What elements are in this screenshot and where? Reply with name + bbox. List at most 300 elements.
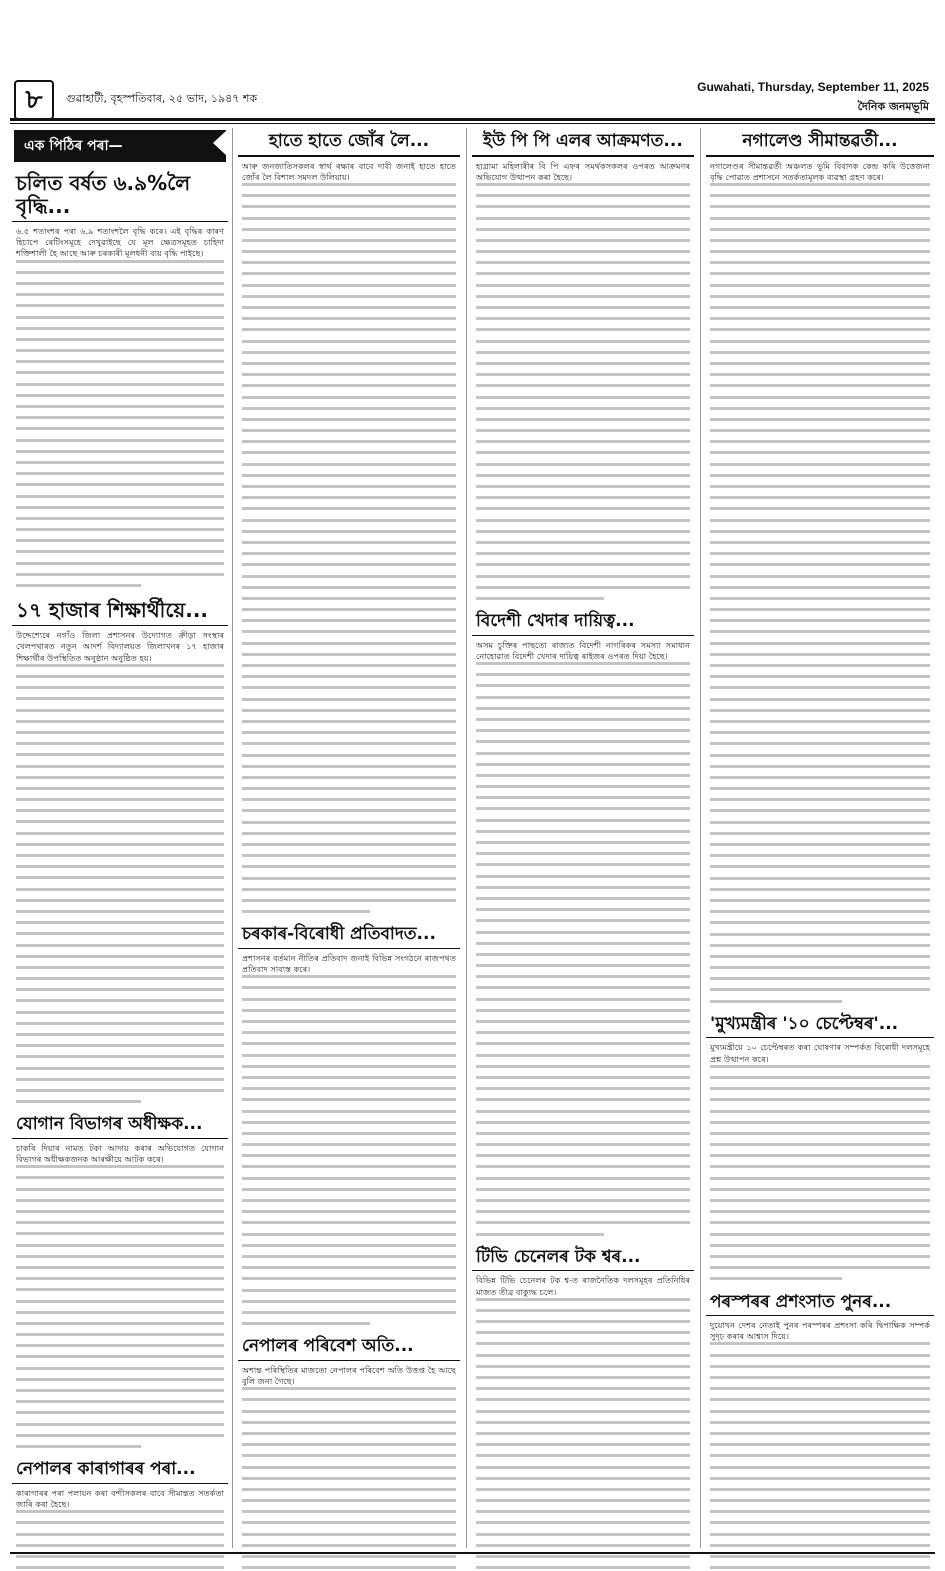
text-line xyxy=(710,407,930,410)
text-line xyxy=(16,405,224,408)
text-line xyxy=(242,1165,456,1168)
text-line xyxy=(476,228,690,231)
text-line xyxy=(710,217,930,220)
text-line xyxy=(242,653,456,656)
column-divider xyxy=(232,128,233,1548)
text-line xyxy=(476,1365,690,1368)
text-line xyxy=(476,1121,690,1124)
text-line xyxy=(476,1177,690,1180)
text-line xyxy=(476,451,690,454)
text-line xyxy=(16,1566,224,1569)
text-line xyxy=(710,821,930,824)
text-line xyxy=(476,863,690,866)
text-line xyxy=(16,439,224,442)
text-line xyxy=(16,506,224,509)
text-line xyxy=(16,1521,224,1524)
text-line xyxy=(476,1233,604,1236)
text-line xyxy=(476,1221,690,1224)
page-bottom-rule xyxy=(10,1552,935,1554)
article-lead: কাৰাগাৰৰ পৰা পলায়ন কৰা বন্দীসকলৰ বাবে সীমান্তত সতৰ্কতা জাৰি কৰা হৈছে। xyxy=(16,1487,224,1509)
text-line xyxy=(710,1121,930,1124)
text-line xyxy=(710,1154,930,1157)
article xyxy=(12,1111,228,1448)
text-line xyxy=(242,362,456,365)
text-line xyxy=(476,407,690,410)
text-line xyxy=(710,933,930,936)
text-line xyxy=(476,1154,690,1157)
text-line xyxy=(476,384,690,387)
article xyxy=(706,128,934,1003)
text-line xyxy=(242,373,456,376)
text-line xyxy=(242,507,456,510)
article-headline[interactable]: টিভি চেনেলৰ টক শ্বৰ... xyxy=(472,1244,694,1272)
text-line xyxy=(16,776,224,779)
text-line xyxy=(476,1566,690,1569)
text-line xyxy=(16,1078,224,1081)
text-line xyxy=(476,1188,690,1191)
text-line xyxy=(476,586,690,589)
text-line xyxy=(16,528,224,531)
text-line xyxy=(476,1143,690,1146)
text-line xyxy=(242,1544,456,1547)
text-line xyxy=(242,1443,456,1446)
text-line xyxy=(476,752,690,755)
text-line xyxy=(710,362,930,365)
text-line xyxy=(476,1199,690,1202)
text-line xyxy=(710,541,930,544)
text-line xyxy=(242,351,456,354)
text-line xyxy=(476,474,690,477)
article xyxy=(238,1333,460,1571)
article-body xyxy=(238,183,460,913)
text-line xyxy=(710,698,930,701)
text-line xyxy=(16,1555,224,1558)
text-line xyxy=(16,338,224,341)
article-body xyxy=(706,1065,934,1281)
text-line xyxy=(16,450,224,453)
text-line xyxy=(242,1533,456,1536)
text-line xyxy=(16,854,224,857)
text-line xyxy=(242,608,456,611)
article xyxy=(706,1011,934,1281)
text-line xyxy=(476,1387,690,1390)
text-line xyxy=(242,1210,456,1213)
text-line xyxy=(476,530,690,533)
article-headline[interactable]: চৰকাৰ-বিৰোধী প্ৰতিবাদত... xyxy=(238,921,460,949)
text-line xyxy=(710,731,930,734)
text-line xyxy=(16,282,224,285)
text-line xyxy=(242,642,456,645)
article-headline[interactable]: যোগান বিভাগৰ অধীক্ষক... xyxy=(12,1111,228,1139)
text-line xyxy=(242,1277,456,1280)
text-line xyxy=(476,1320,690,1323)
text-line xyxy=(242,888,456,891)
page-number: ৮ xyxy=(14,80,54,120)
text-line xyxy=(710,194,930,197)
text-line xyxy=(242,340,456,343)
text-line xyxy=(476,1298,690,1301)
text-line xyxy=(710,1233,930,1236)
text-line xyxy=(476,886,690,889)
text-line xyxy=(476,284,690,287)
column-divider xyxy=(700,128,701,1548)
text-line xyxy=(242,407,456,410)
text-line xyxy=(476,1009,690,1012)
article-body xyxy=(472,1298,694,1571)
text-line xyxy=(242,317,456,320)
text-line xyxy=(710,328,930,331)
text-line xyxy=(710,418,930,421)
text-line xyxy=(710,1488,930,1491)
text-line xyxy=(242,975,456,978)
text-line xyxy=(242,451,456,454)
text-line xyxy=(710,1188,930,1191)
text-line xyxy=(476,541,690,544)
article xyxy=(238,921,460,1325)
text-line xyxy=(476,1031,690,1034)
text-line xyxy=(242,1521,456,1524)
text-line xyxy=(242,798,456,801)
text-line xyxy=(476,1499,690,1502)
text-line xyxy=(710,832,930,835)
article-headline[interactable]: ইউ পি পি এলৰ আক্ৰমণত... xyxy=(472,128,694,157)
text-line xyxy=(242,1154,456,1157)
text-line xyxy=(476,908,690,911)
text-line xyxy=(476,1555,690,1558)
text-line xyxy=(16,550,224,553)
column-divider xyxy=(466,128,467,1548)
text-line xyxy=(242,496,456,499)
article-headline[interactable]: হাতে হাতে জোঁৰ লৈ... xyxy=(238,128,460,157)
text-line xyxy=(476,1432,690,1435)
text-line xyxy=(242,1477,456,1480)
text-line xyxy=(710,1354,930,1357)
text-line xyxy=(16,731,224,734)
text-line xyxy=(476,774,690,777)
text-line xyxy=(476,684,690,687)
text-line xyxy=(242,586,456,589)
text-line xyxy=(710,619,930,622)
article-headline[interactable]: নগালেণ্ড সীমান্তৱৰ্তী... xyxy=(706,128,934,157)
text-line xyxy=(242,1076,456,1079)
text-line xyxy=(16,977,224,980)
text-line xyxy=(710,317,930,320)
text-line xyxy=(476,1165,690,1168)
text-line xyxy=(710,306,930,309)
text-line xyxy=(476,740,690,743)
text-line xyxy=(710,921,930,924)
text-line xyxy=(710,1110,930,1113)
text-line xyxy=(16,304,224,307)
article-lead: ৬.৫ শতাংশৰ পৰা ৬.৯ শতাংশলৈ বৃদ্ধি কৰে। এই বৃদ্ধিৰ কাৰণ হিচাপে ৰেটিংসমূহে দেখুৱাইছে যে মূল ক্ষেত্ৰসমূহত চাহিদা শক্তিশালী হৈ আছে আৰু চৰকাৰী মূলধনী ব্যয় বৃদ্ধি পাইছে। xyxy=(16,226,224,259)
text-line xyxy=(710,888,930,891)
text-line xyxy=(16,988,224,991)
text-line xyxy=(710,854,930,857)
text-line xyxy=(242,261,456,264)
text-line xyxy=(16,1411,224,1414)
text-line xyxy=(242,228,456,231)
article-headline[interactable]: বিদেশী খেদাৰ দায়িত্ব... xyxy=(472,608,694,636)
text-line xyxy=(16,1055,224,1058)
text-line xyxy=(476,597,604,600)
text-line xyxy=(476,1477,690,1480)
text-line xyxy=(16,697,224,700)
text-line xyxy=(242,1300,456,1303)
page-header xyxy=(10,76,935,132)
text-line xyxy=(710,239,930,242)
text-line xyxy=(16,1445,141,1448)
text-line xyxy=(242,1466,456,1469)
text-line xyxy=(710,1087,930,1090)
text-line xyxy=(242,1054,456,1057)
article-lead: উদ্দেশ্যেৰে নগাঁও জিলা প্ৰশাসনৰ উদ্যোগত ক্ৰীড়া সংস্থাৰ খেলপথাৰত নতুন আদৰ্শ বিদ্যালয়ত জিলাখনৰ ১৭ হাজাৰ শিক্ষাৰ্থীৰ উপস্থিতিত অনুষ্ঠান অনুষ্ঠিত হয়। xyxy=(16,630,224,663)
text-line xyxy=(242,1566,456,1569)
text-line xyxy=(710,1210,930,1213)
text-line xyxy=(710,1466,930,1469)
text-line xyxy=(710,977,930,980)
text-line xyxy=(710,1566,930,1569)
text-line xyxy=(16,675,224,678)
text-line xyxy=(16,573,224,576)
text-line xyxy=(242,776,456,779)
text-line xyxy=(16,461,224,464)
text-line xyxy=(710,396,930,399)
article-lead: মুখ্যমন্ত্ৰীয়ে ১০ চেপ্টেম্বৰত কৰা ঘোষণাৰ সম্পৰ্কত বিৰোধী দলসমূহে প্ৰশ্ন উত্থাপন কৰে। xyxy=(710,1042,930,1064)
text-line xyxy=(242,1177,456,1180)
text-line xyxy=(476,1076,690,1079)
text-line xyxy=(16,271,224,274)
text-line xyxy=(710,1443,930,1446)
text-line xyxy=(16,1400,224,1403)
text-line xyxy=(476,272,690,275)
text-line xyxy=(476,463,690,466)
text-line xyxy=(710,1421,930,1424)
text-line xyxy=(710,340,930,343)
text-line xyxy=(242,194,456,197)
text-line xyxy=(476,1342,690,1345)
text-line xyxy=(476,563,690,566)
column-2 xyxy=(238,128,460,1571)
text-line xyxy=(242,1432,456,1435)
article-body xyxy=(12,1165,228,1448)
text-line xyxy=(16,1176,224,1179)
text-line xyxy=(16,1100,141,1103)
text-line xyxy=(16,1300,224,1303)
text-line xyxy=(476,718,690,721)
text-line xyxy=(242,1387,456,1390)
text-line xyxy=(476,819,690,822)
text-line xyxy=(242,1009,456,1012)
text-line xyxy=(476,340,690,343)
text-line xyxy=(710,384,930,387)
text-line xyxy=(242,1042,456,1045)
text-line xyxy=(476,1331,690,1334)
article-lead: হাগ্ৰামা মহিলাৰীৰ বি পি এফৰ সমৰ্থকসকলৰ ওপৰত আক্ৰমণৰ অভিযোগ উত্থাপন কৰা হৈছে। xyxy=(476,160,690,182)
text-line xyxy=(710,1199,930,1202)
text-line xyxy=(476,1020,690,1023)
text-line xyxy=(476,1521,690,1524)
text-line xyxy=(710,686,930,689)
text-line xyxy=(476,1354,690,1357)
text-line xyxy=(16,1367,224,1370)
text-line xyxy=(16,316,224,319)
dateline-assamese: গুৱাহাটী, বৃহস্পতিবাৰ, ২৫ ভাদ, ১৯৪৭ শক xyxy=(66,92,258,105)
text-line xyxy=(242,1098,456,1101)
text-line xyxy=(710,776,930,779)
text-line xyxy=(710,530,930,533)
text-line xyxy=(476,807,690,810)
text-line xyxy=(242,1244,456,1247)
text-line xyxy=(242,809,456,812)
text-line xyxy=(476,729,690,732)
article-headline[interactable]: নেপালৰ কাৰাগাৰৰ পৰা... xyxy=(12,1456,228,1484)
text-line xyxy=(16,798,224,801)
text-line xyxy=(16,1067,224,1070)
text-line xyxy=(476,1065,690,1068)
text-line xyxy=(16,888,224,891)
text-line xyxy=(476,852,690,855)
text-line xyxy=(710,463,930,466)
text-line xyxy=(710,754,930,757)
text-line xyxy=(710,1221,930,1224)
text-line xyxy=(476,1054,690,1057)
article-headline[interactable]: ১৭ হাজাৰ শিক্ষাৰ্থীয়ে... xyxy=(12,595,228,626)
text-line xyxy=(476,429,690,432)
text-line xyxy=(476,1376,690,1379)
text-line xyxy=(16,753,224,756)
article xyxy=(472,1244,694,1571)
text-line xyxy=(710,496,930,499)
header-rule xyxy=(10,118,935,121)
text-line xyxy=(242,787,456,790)
text-line xyxy=(16,921,224,924)
text-line xyxy=(476,1466,690,1469)
article-lead: প্ৰশাসনৰ বৰ্তমান নীতিৰ প্ৰতিবাদ জনাই বিভিন্ন সংগঠনে ৰাজপথত প্ৰতিবাদ সাব্যস্ত কৰে। xyxy=(242,952,456,975)
article xyxy=(12,168,228,587)
text-line xyxy=(476,396,690,399)
text-line xyxy=(710,597,930,600)
text-line xyxy=(16,483,224,486)
text-line xyxy=(710,1342,930,1345)
text-line xyxy=(476,373,690,376)
text-line xyxy=(242,675,456,678)
text-line xyxy=(710,1555,930,1558)
text-line xyxy=(242,1255,456,1258)
text-line xyxy=(16,360,224,363)
text-line xyxy=(476,552,690,555)
text-line xyxy=(710,675,930,678)
article-headline[interactable]: চলিত বৰ্ষত ৬.৯%লৈ বৃদ্ধি... xyxy=(12,168,228,222)
text-line xyxy=(710,709,930,712)
text-line xyxy=(476,328,690,331)
text-line xyxy=(242,1221,456,1224)
text-line xyxy=(476,1488,690,1491)
article xyxy=(12,595,228,1103)
text-line xyxy=(242,575,456,578)
text-line xyxy=(242,686,456,689)
text-line xyxy=(242,1488,456,1491)
text-line xyxy=(16,472,224,475)
text-line xyxy=(242,832,456,835)
text-line xyxy=(242,295,456,298)
text-line xyxy=(476,205,690,208)
text-line xyxy=(710,519,930,522)
article-body xyxy=(12,1510,228,1571)
text-line xyxy=(476,295,690,298)
text-line xyxy=(710,474,930,477)
text-line xyxy=(710,988,930,991)
text-line xyxy=(242,910,370,913)
text-line xyxy=(16,327,224,330)
text-line xyxy=(242,1087,456,1090)
text-line xyxy=(710,1477,930,1480)
text-line xyxy=(16,349,224,352)
text-line xyxy=(242,485,456,488)
text-line xyxy=(16,809,224,812)
text-line xyxy=(242,418,456,421)
text-line xyxy=(710,1065,930,1068)
text-line xyxy=(476,1098,690,1101)
text-line xyxy=(710,228,930,231)
text-line xyxy=(242,1121,456,1124)
text-line xyxy=(710,1365,930,1368)
text-line xyxy=(242,1510,456,1513)
text-line xyxy=(16,1533,224,1536)
text-line xyxy=(242,1410,456,1413)
text-line xyxy=(476,796,690,799)
text-line xyxy=(476,1110,690,1113)
text-line xyxy=(242,821,456,824)
article-body xyxy=(238,1387,460,1571)
text-line xyxy=(710,809,930,812)
text-line xyxy=(16,1044,224,1047)
text-line xyxy=(16,899,224,902)
text-line xyxy=(242,1311,456,1314)
text-line xyxy=(16,1033,224,1036)
article-headline[interactable]: পৰস্পৰৰ প্ৰশংসাত পুনৰ... xyxy=(706,1289,934,1317)
text-line xyxy=(710,261,930,264)
text-line xyxy=(710,966,930,969)
text-line xyxy=(710,373,930,376)
text-line xyxy=(710,1244,930,1247)
text-line xyxy=(710,552,930,555)
text-line xyxy=(16,1165,224,1168)
text-line xyxy=(242,396,456,399)
text-line xyxy=(16,1311,224,1314)
text-line xyxy=(242,899,456,902)
text-line xyxy=(476,897,690,900)
text-line xyxy=(476,673,690,676)
text-line xyxy=(710,272,930,275)
text-line xyxy=(16,260,224,263)
text-line xyxy=(476,1421,690,1424)
text-line xyxy=(16,832,224,835)
article-headline[interactable]: নেপালৰ পৰিবেশ অতি... xyxy=(238,1333,460,1361)
text-line xyxy=(16,876,224,879)
article-headline[interactable]: 'মুখ্যমন্ত্ৰীৰ '১০ চেপ্টেম্বৰ'... xyxy=(706,1011,934,1039)
text-line xyxy=(16,709,224,712)
text-line xyxy=(242,530,456,533)
article xyxy=(472,608,694,1236)
text-line xyxy=(242,765,456,768)
text-line xyxy=(16,1011,224,1014)
text-line xyxy=(16,1510,224,1513)
article-lead: দুয়োখন দেশৰ নেতাই পুনৰ পৰস্পৰৰ প্ৰশংসা কৰি দ্বিপাক্ষিক সম্পৰ্ক সুদৃঢ় কৰাৰ আশ্বাস দিয়ে। xyxy=(710,1320,930,1342)
text-line xyxy=(242,552,456,555)
text-line xyxy=(710,586,930,589)
text-line xyxy=(710,284,930,287)
text-line xyxy=(476,986,690,989)
